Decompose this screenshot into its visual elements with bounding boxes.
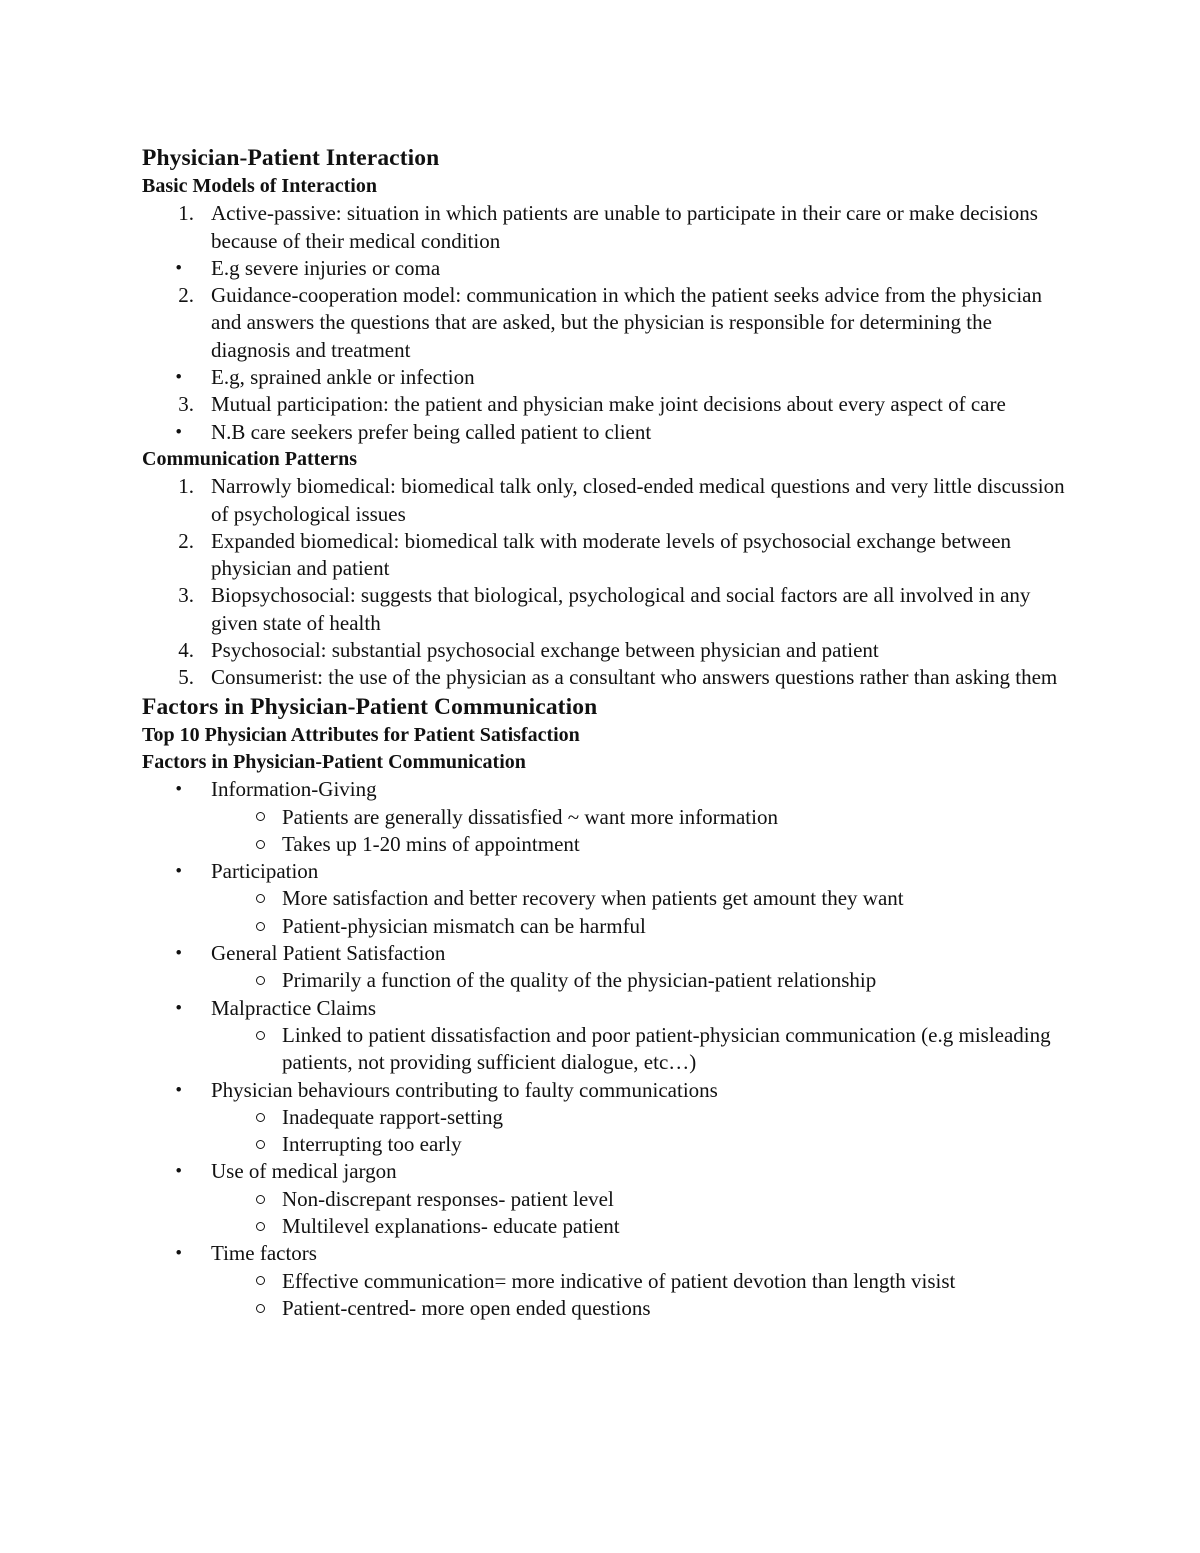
- list-number: 3.: [178, 583, 194, 608]
- bullet-icon: •: [175, 257, 182, 279]
- bullet-item: [142, 364, 1072, 391]
- list-number: 2.: [178, 528, 194, 553]
- hollow-circle-bullet-icon: [250, 913, 270, 940]
- numbered-item: [142, 582, 1072, 637]
- bullet-item: [142, 940, 1072, 967]
- item-text: Patients are generally dissatisfied ~ want more information: [282, 804, 778, 829]
- item-text: Malpractice Claims: [211, 995, 377, 1020]
- hollow-circle-bullet-icon: [250, 967, 270, 994]
- hollow-circle-bullet-icon: [250, 1268, 270, 1295]
- bullet-icon: •: [175, 943, 182, 965]
- numbered-item: [142, 200, 1072, 255]
- item-text: Interrupting too early: [282, 1132, 462, 1157]
- list-number: 4.: [178, 638, 194, 663]
- hollow-circle-bullet-icon: [250, 831, 270, 858]
- numbered-item: [142, 528, 1072, 583]
- hollow-circle-bullet-icon: [250, 1186, 270, 1213]
- basic-models-list: [142, 200, 1072, 446]
- item-text: Takes up 1-20 mins of appointment: [282, 831, 580, 856]
- sub-bullet-item: [142, 1295, 1072, 1322]
- sub-bullet-item: [142, 1186, 1072, 1213]
- item-text: Active-passive: situation in which patients are unable to participate in their care or make decisions because of their medical condition: [211, 201, 1038, 253]
- bullet-icon: •: [175, 997, 182, 1019]
- sub-bullet-item: [142, 885, 1072, 912]
- bullet-icon: •: [175, 1161, 182, 1183]
- hollow-circle-bullet-icon: [250, 1213, 270, 1240]
- heading-communication-patterns: Communication Patterns: [142, 447, 357, 470]
- item-text: Linked to patient dissatisfaction and poor patient-physician communication (e.g misleading patients, not providing sufficient dialogue, etc…): [282, 1022, 1051, 1075]
- item-text: Participation: [211, 859, 319, 884]
- item-text: E.g, sprained ankle or infection: [211, 365, 475, 390]
- bullet-icon: •: [175, 1243, 182, 1265]
- item-text: Inadequate rapport-setting: [282, 1104, 503, 1129]
- sub-bullet-item: [142, 1213, 1072, 1240]
- item-text: Mutual participation: the patient and physician make joint decisions about every aspect of care: [211, 392, 1006, 417]
- hollow-circle-bullet-icon: [250, 1104, 270, 1131]
- sub-bullet-item: [142, 1131, 1072, 1158]
- numbered-item: [142, 637, 1072, 664]
- document-page: [142, 143, 1072, 1322]
- item-text: Use of medical jargon: [211, 1159, 397, 1184]
- item-text: Physician behaviours contributing to faulty communications: [211, 1077, 718, 1102]
- item-text: E.g severe injuries or coma: [211, 255, 441, 280]
- item-text: Multilevel explanations- educate patient: [282, 1213, 620, 1238]
- item-text: Expanded biomedical: biomedical talk with moderate levels of psychosocial exchange between physician and patient: [211, 528, 1012, 581]
- numbered-item: [142, 664, 1072, 691]
- heading-basic-models: Basic Models of Interaction: [142, 175, 377, 197]
- item-text: N.B care seekers prefer being called patient to client: [211, 419, 652, 444]
- sub-bullet-item: [142, 1022, 1072, 1077]
- item-text: General Patient Satisfaction: [211, 941, 446, 966]
- bullet-item: [142, 255, 1072, 282]
- item-text: Biopsychosocial: suggests that biological, psychological and social factors are all involved in any given state of health: [211, 583, 1031, 635]
- list-number: 2.: [178, 283, 194, 308]
- title-physician-patient-interaction: Physician-Patient Interaction: [142, 145, 440, 171]
- hollow-circle-bullet-icon: [250, 1022, 270, 1049]
- sub-bullet-item: [142, 913, 1072, 940]
- item-text: Information-Giving: [211, 777, 377, 802]
- item-text: Guidance-cooperation model: communication in which the patient seeks advice from the physician and answers the questions that are asked, but the physician is responsible for determining the diagnosis and treatment: [211, 283, 1042, 362]
- bullet-item: [142, 419, 1072, 446]
- sub-bullet-item: [142, 1268, 1072, 1295]
- sub-bullet-item: [142, 804, 1072, 831]
- item-text: Psychosocial: substantial psychosocial exchange between physician and patient: [211, 638, 879, 663]
- numbered-item: [142, 473, 1072, 528]
- sub-bullet-item: [142, 831, 1072, 858]
- hollow-circle-bullet-icon: [250, 1131, 270, 1158]
- hollow-circle-bullet-icon: [250, 885, 270, 912]
- item-text: Effective communication= more indicative of patient devotion than length visist: [282, 1268, 956, 1293]
- bullet-item: [142, 995, 1072, 1022]
- list-number: 1.: [178, 474, 194, 499]
- bullet-icon: •: [175, 367, 182, 389]
- communication-patterns-list: [142, 473, 1072, 691]
- list-number: 3.: [178, 392, 194, 417]
- sub-bullet-item: [142, 1104, 1072, 1131]
- hollow-circle-bullet-icon: [250, 804, 270, 831]
- item-text: Narrowly biomedical: biomedical talk only, closed-ended medical questions and very little discussion of psychological issues: [211, 474, 1065, 526]
- heading-factors-communication: Factors in Physician-Patient Communication: [142, 750, 526, 773]
- factors-list: [142, 776, 1072, 1322]
- bullet-item: [142, 1077, 1072, 1104]
- item-text: Time factors: [211, 1241, 317, 1266]
- item-text: Non-discrepant responses- patient level: [282, 1186, 614, 1211]
- item-text: Primarily a function of the quality of the physician-patient relationship: [282, 968, 877, 993]
- hollow-circle-bullet-icon: [250, 1295, 270, 1322]
- item-text: More satisfaction and better recovery when patients get amount they want: [282, 886, 904, 911]
- item-text: Patient-centred- more open ended questions: [282, 1295, 651, 1320]
- title-factors: Factors in Physician-Patient Communication: [142, 693, 598, 720]
- bullet-icon: •: [175, 779, 182, 801]
- bullet-icon: •: [175, 1079, 182, 1101]
- item-text: Patient-physician mismatch can be harmful: [282, 913, 646, 938]
- numbered-item: [142, 282, 1072, 364]
- list-number: 1.: [178, 201, 194, 226]
- bullet-item: [142, 776, 1072, 803]
- heading-top-10-attributes: Top 10 Physician Attributes for Patient Satisfaction: [142, 723, 580, 746]
- sub-bullet-item: [142, 967, 1072, 994]
- bullet-item: [142, 1158, 1072, 1185]
- bullet-icon: •: [175, 421, 182, 443]
- list-number: 5.: [178, 665, 194, 690]
- bullet-icon: •: [175, 861, 182, 883]
- numbered-item: [142, 391, 1072, 418]
- bullet-item: [142, 858, 1072, 885]
- item-text: Consumerist: the use of the physician as a consultant who answers questions rather than asking them: [211, 665, 1058, 690]
- bullet-item: [142, 1240, 1072, 1267]
